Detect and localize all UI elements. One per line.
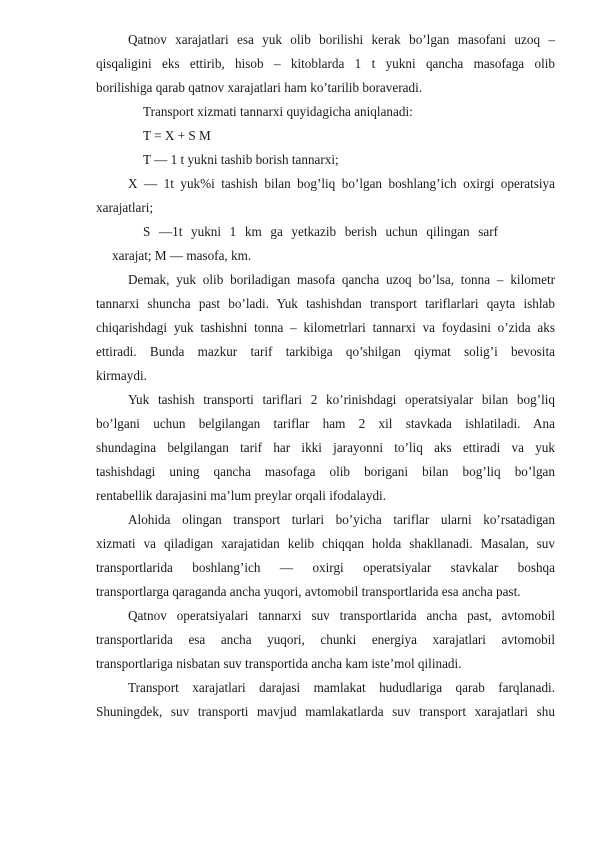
text-line: shundagina belgilangan tarif har ikki jarayonni to’liq aks ettiradi va yuk xyxy=(96,440,555,455)
text-line: transportlarida boshlang’ich — oxirgi operatsiyalar stavkalar boshqa xyxy=(96,560,555,575)
text-line: tannarxi shuncha past bo’ladi. Yuk tashishdan transport tariflarlari qayta ishlab xyxy=(96,296,555,311)
text-line: kirmaydi. xyxy=(96,368,147,383)
text-line: qisqaligini eks ettirib, hisob – kitoblarda 1 t yukni qancha masofaga olib xyxy=(96,56,555,71)
text-line: Qatnov operatsiyalari tannarxi suv transportlarida ancha past, avtomobil xyxy=(128,608,555,623)
text-line: xarajatlari; xyxy=(96,200,154,215)
text-line: tashishdagi uning qancha masofaga olib borigani bilan bog’liq bo’lgan xyxy=(96,464,555,479)
text-line: ettiradi. Bunda mazkur tarif tarkibiga qo’shilgan qiymat solig’i bevosita xyxy=(96,344,555,359)
text-line: Qatnov xarajatlari esa yuk olib borilishi kerak bo’lgan masofani uzoq – xyxy=(128,32,555,47)
text-line: xizmati va qiladigan xarajatidan kelib chiqqan holda shakllanadi. Masalan, suv xyxy=(96,536,555,551)
text-line: Yuk tashish transporti tariflari 2 ko’rinishdagi operatsiyalar bilan bog’liq xyxy=(128,392,555,407)
text-line: rentabellik darajasini ma’lum preylar orqali ifodalaydi. xyxy=(96,488,387,503)
text-line: Shuningdek, suv transporti mavjud mamlakatlarda suv transport xarajatlari shu xyxy=(96,704,555,719)
text-line: Demak, yuk olib boriladigan masofa qancha uzoq bo’lsa, tonna – kilometr xyxy=(128,272,555,287)
text-line: Transport xarajatlari darajasi mamlakat hududlariga qarab farqlanadi. xyxy=(128,680,555,695)
text-line: S —1t yukni 1 km ga yetkazib berish uchun qilingan sarf xyxy=(143,224,498,239)
text-line: X — 1t yuk%i tashish bilan bog’liq bo’lgan boshlang’ich oxirgi operatsiya xyxy=(128,176,555,191)
text-line: Transport xizmati tannarxi quyidagicha aniqlanadi: xyxy=(143,104,413,119)
text-line: borilishiga qarab qatnov xarajatlari ham ko’tarilib boraveradi. xyxy=(96,80,423,95)
text-line: chiqarishdagi yuk tashishni tonna – kilometrlari tannarxi va foydasini o’zida aks xyxy=(96,320,555,335)
text-line: Alohida olingan transport turlari bo’yicha tariflar ularni ko’rsatadigan xyxy=(128,512,555,527)
text-line: transportlarga qaraganda ancha yuqori, avtomobil transportlarida esa ancha past. xyxy=(96,584,521,599)
text-line: xarajat; M — masofa, km. xyxy=(112,248,252,263)
formula: T = X + S M xyxy=(143,128,211,143)
text-line: transportlariga nisbatan suv transportida ancha kam iste’mol qilinadi. xyxy=(96,656,462,671)
text-line: bo’lgani uchun belgilangan tariflar ham 2 xil stavkada ishlatiladi. Ana xyxy=(96,416,555,431)
text-line: transportlarida esa ancha yuqori, chunki energiya xarajatlari avtomobil xyxy=(96,632,555,647)
text-line: T — 1 t yukni tashib borish tannarxi; xyxy=(143,152,339,167)
